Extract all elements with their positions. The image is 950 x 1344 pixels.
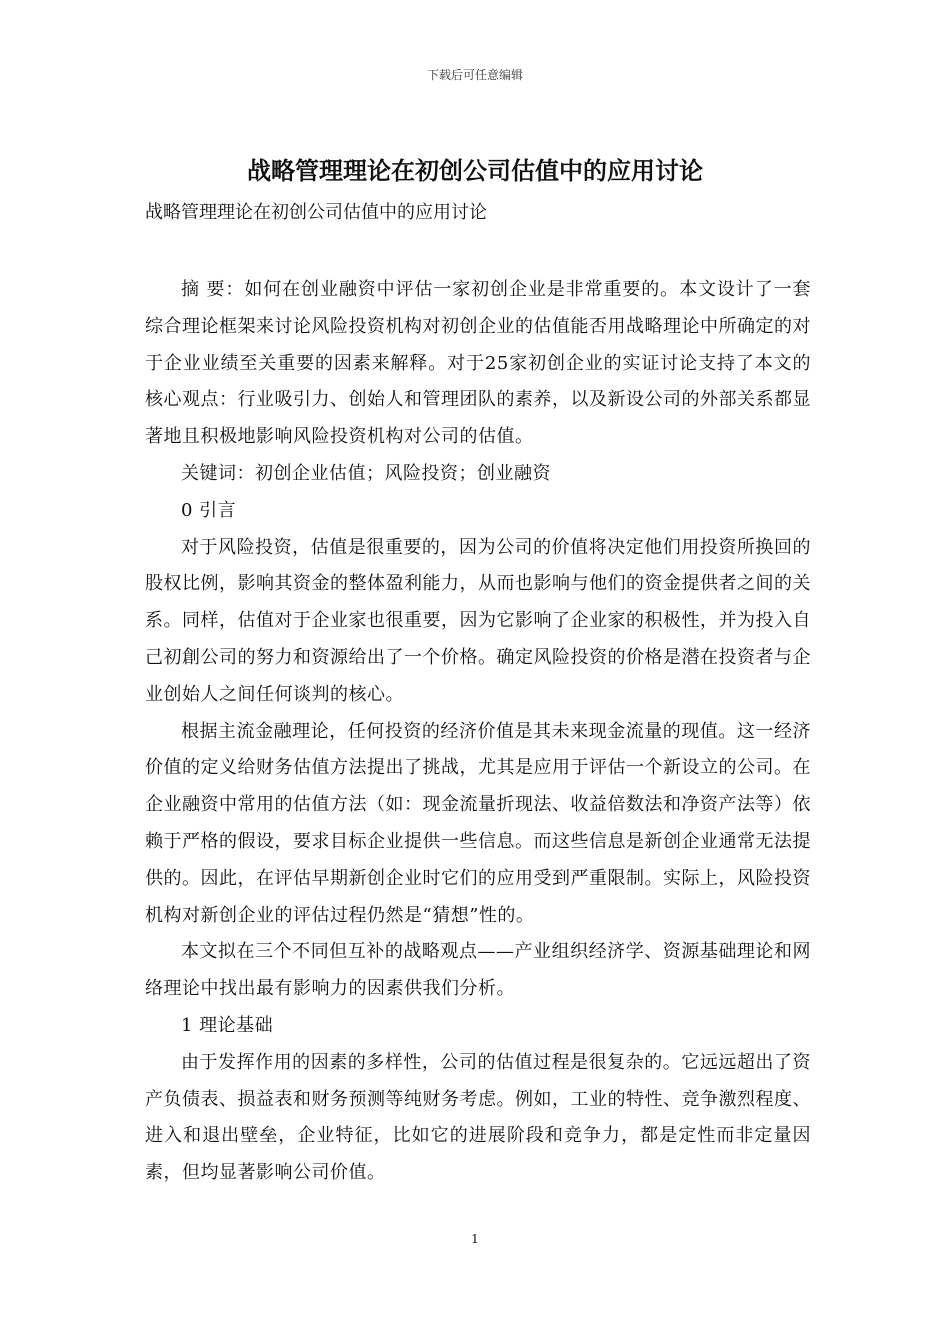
- abstract-paragraph: 摘 要：如何在创业融资中评估一家初创企业是非常重要的。本文设计了一套综合理论框架来讨论风险投资机构对初创企业的估值能否用战略理论中所确定的对于企业业绩至关重要的因素来解释。对于25家初创企业的实证讨论支持了本文的核心观点：行业吸引力、创始人和管理团队的素养，以及新设公司的外部关系都显著地且积极地影响风险投资机构对公司的估值。: [145, 279, 811, 448]
- section-heading-introduction: 0 引言: [181, 499, 237, 521]
- body-paragraph: 根据主流金融理论，任何投资的经济价值是其未来现金流量的现值。这一经济价值的定义给财务估值方法提出了挑战，尤其是应用于评估一个新设立的公司。在企业融资中常用的估值方法（如：现金流量折现法、收益倍数法和净资产法等）依赖于严格的假设，要求目标企业提供一些信息。而这些信息是新创企业通常无法提供的。因此，在评估早期新创企业时它们的应用受到严重限制。实际上，风险投资机构对新创企业的评估过程仍然是“猜想”性的。: [145, 720, 811, 926]
- document-body: [145, 272, 811, 1192]
- document-title: 战略管理理论在初创公司估值中的应用讨论: [247, 156, 703, 185]
- body-paragraph: 本文拟在三个不同但互补的战略观点——产业组织经济学、资源基础理论和网络理论中找出最有影响力的因素供我们分析。: [145, 941, 811, 1000]
- keywords-paragraph: 关键词：初创企业估值；风险投资；创业融资: [181, 462, 551, 484]
- page-number: 1: [471, 1232, 479, 1246]
- section-heading-theory: 1 理论基础: [181, 1014, 274, 1036]
- body-paragraph: 对于风险投资，估值是很重要的，因为公司的价值将决定他们用投资所换回的股权比例，影响其资金的整体盈利能力，从而也影响与他们的资金提供者之间的关系。同样，估值对于企业家也很重要，因为它影响了企业家的积极性，并为投入自己初創公司的努力和资源给出了一个价格。确定风险投资的价格是潜在投资者与企业创始人之间任何谈判的核心。: [145, 536, 811, 705]
- body-paragraph: 由于发挥作用的因素的多样性，公司的估值过程是很复杂的。它远远超出了资产负债表、损益表和财务预测等纯财务考虑。例如，工业的特性、竞争激烈程度、进入和退出壁垒，企业特征，比如它的进展阶段和竞争力，都是定性而非定量因素，但均显著影响公司价值。: [145, 1051, 811, 1184]
- document-subtitle: 战略管理理论在初创公司估值中的应用讨论: [145, 202, 487, 223]
- header-note: 下载后可任意编辑: [426, 68, 523, 82]
